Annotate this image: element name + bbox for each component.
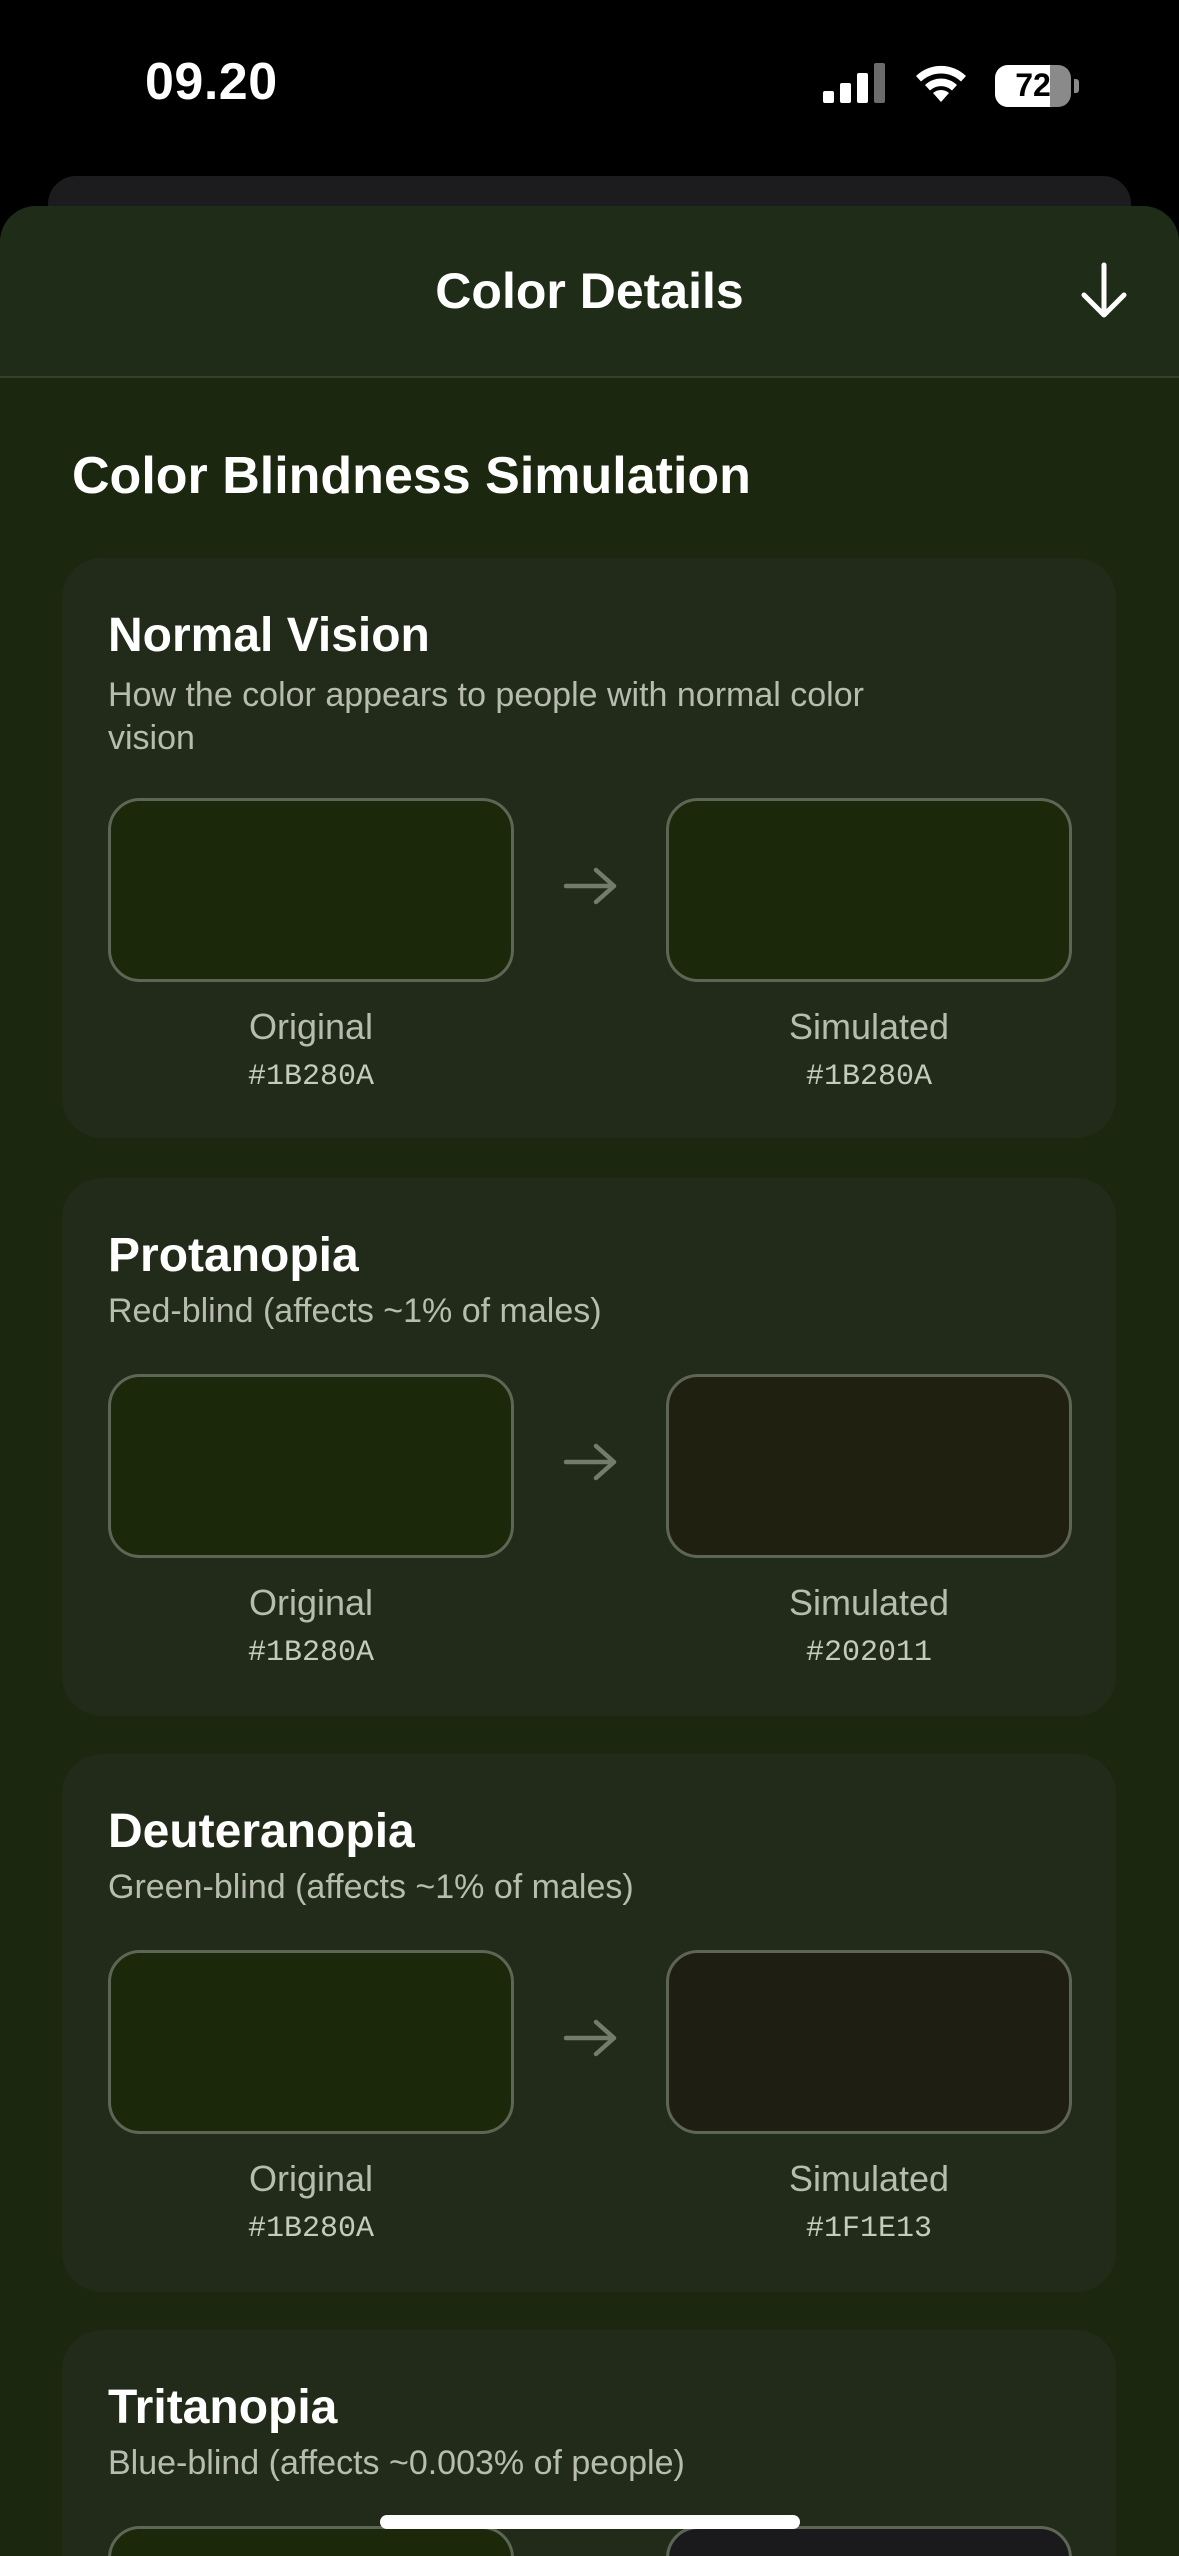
original-swatch: [108, 1374, 514, 1558]
battery-nub: [1074, 79, 1079, 93]
cellular-signal-icon: [823, 63, 887, 108]
card-normal-vision: [62, 558, 1116, 1138]
simulated-label: Simulated: [788, 1006, 950, 1047]
original-hex: #1B280A: [247, 1060, 375, 1094]
card-deuteranopia: [62, 1754, 1116, 2292]
original-swatch: [108, 2526, 514, 2556]
card-description: Red-blind (affects ~1% of males): [108, 1292, 602, 1330]
card-description: How the color appears to people with normal color vision: [108, 676, 864, 757]
original-swatch: [108, 798, 514, 982]
arrow-right-icon: [562, 1442, 622, 1482]
simulated-swatch: [666, 1374, 1072, 1558]
arrow-right-icon: [562, 866, 622, 906]
original-label: Original: [248, 1006, 374, 1047]
card-description: Blue-blind (affects ~0.003% of people): [108, 2444, 685, 2482]
arrow-down-icon: [1078, 261, 1130, 326]
status-bar: [0, 0, 1179, 170]
original-swatch: [108, 1950, 514, 2134]
battery-indicator: [995, 65, 1079, 107]
section-title: Color Blindness Simulation: [72, 447, 751, 505]
card-title: Tritanopia: [108, 2381, 338, 2434]
card-title: Deuteranopia: [108, 1805, 415, 1858]
simulated-label: Simulated: [788, 1582, 950, 1623]
original-label: Original: [248, 1582, 374, 1623]
simulated-swatch: [666, 2526, 1072, 2556]
card-protanopia: [62, 1178, 1116, 1716]
status-time: 09.20: [145, 53, 278, 111]
battery-level-text: 72: [1015, 67, 1051, 103]
simulated-hex: #1F1E13: [805, 2212, 933, 2246]
simulated-hex: #1B280A: [805, 1060, 933, 1094]
original-hex: #1B280A: [247, 2212, 375, 2246]
simulated-label: Simulated: [788, 2158, 950, 2199]
home-indicator: [380, 2515, 800, 2529]
simulated-swatch: [666, 798, 1072, 982]
original-hex: #1B280A: [247, 1636, 375, 1670]
original-label: Original: [248, 2158, 374, 2199]
card-description: Green-blind (affects ~1% of males): [108, 1868, 634, 1906]
download-button[interactable]: [1069, 258, 1139, 328]
battery-icon: [995, 65, 1071, 107]
card-title: Protanopia: [108, 1229, 359, 1282]
sheet-title: Color Details: [435, 263, 744, 319]
color-details-sheet: [0, 206, 1179, 2556]
arrow-right-icon: [562, 2018, 622, 2058]
wifi-icon: [913, 62, 969, 109]
simulated-swatch: [666, 1950, 1072, 2134]
status-icons: [823, 62, 1079, 109]
card-title: Normal Vision: [108, 609, 430, 662]
simulated-hex: #202011: [805, 1636, 933, 1670]
sheet-header: [0, 206, 1179, 378]
